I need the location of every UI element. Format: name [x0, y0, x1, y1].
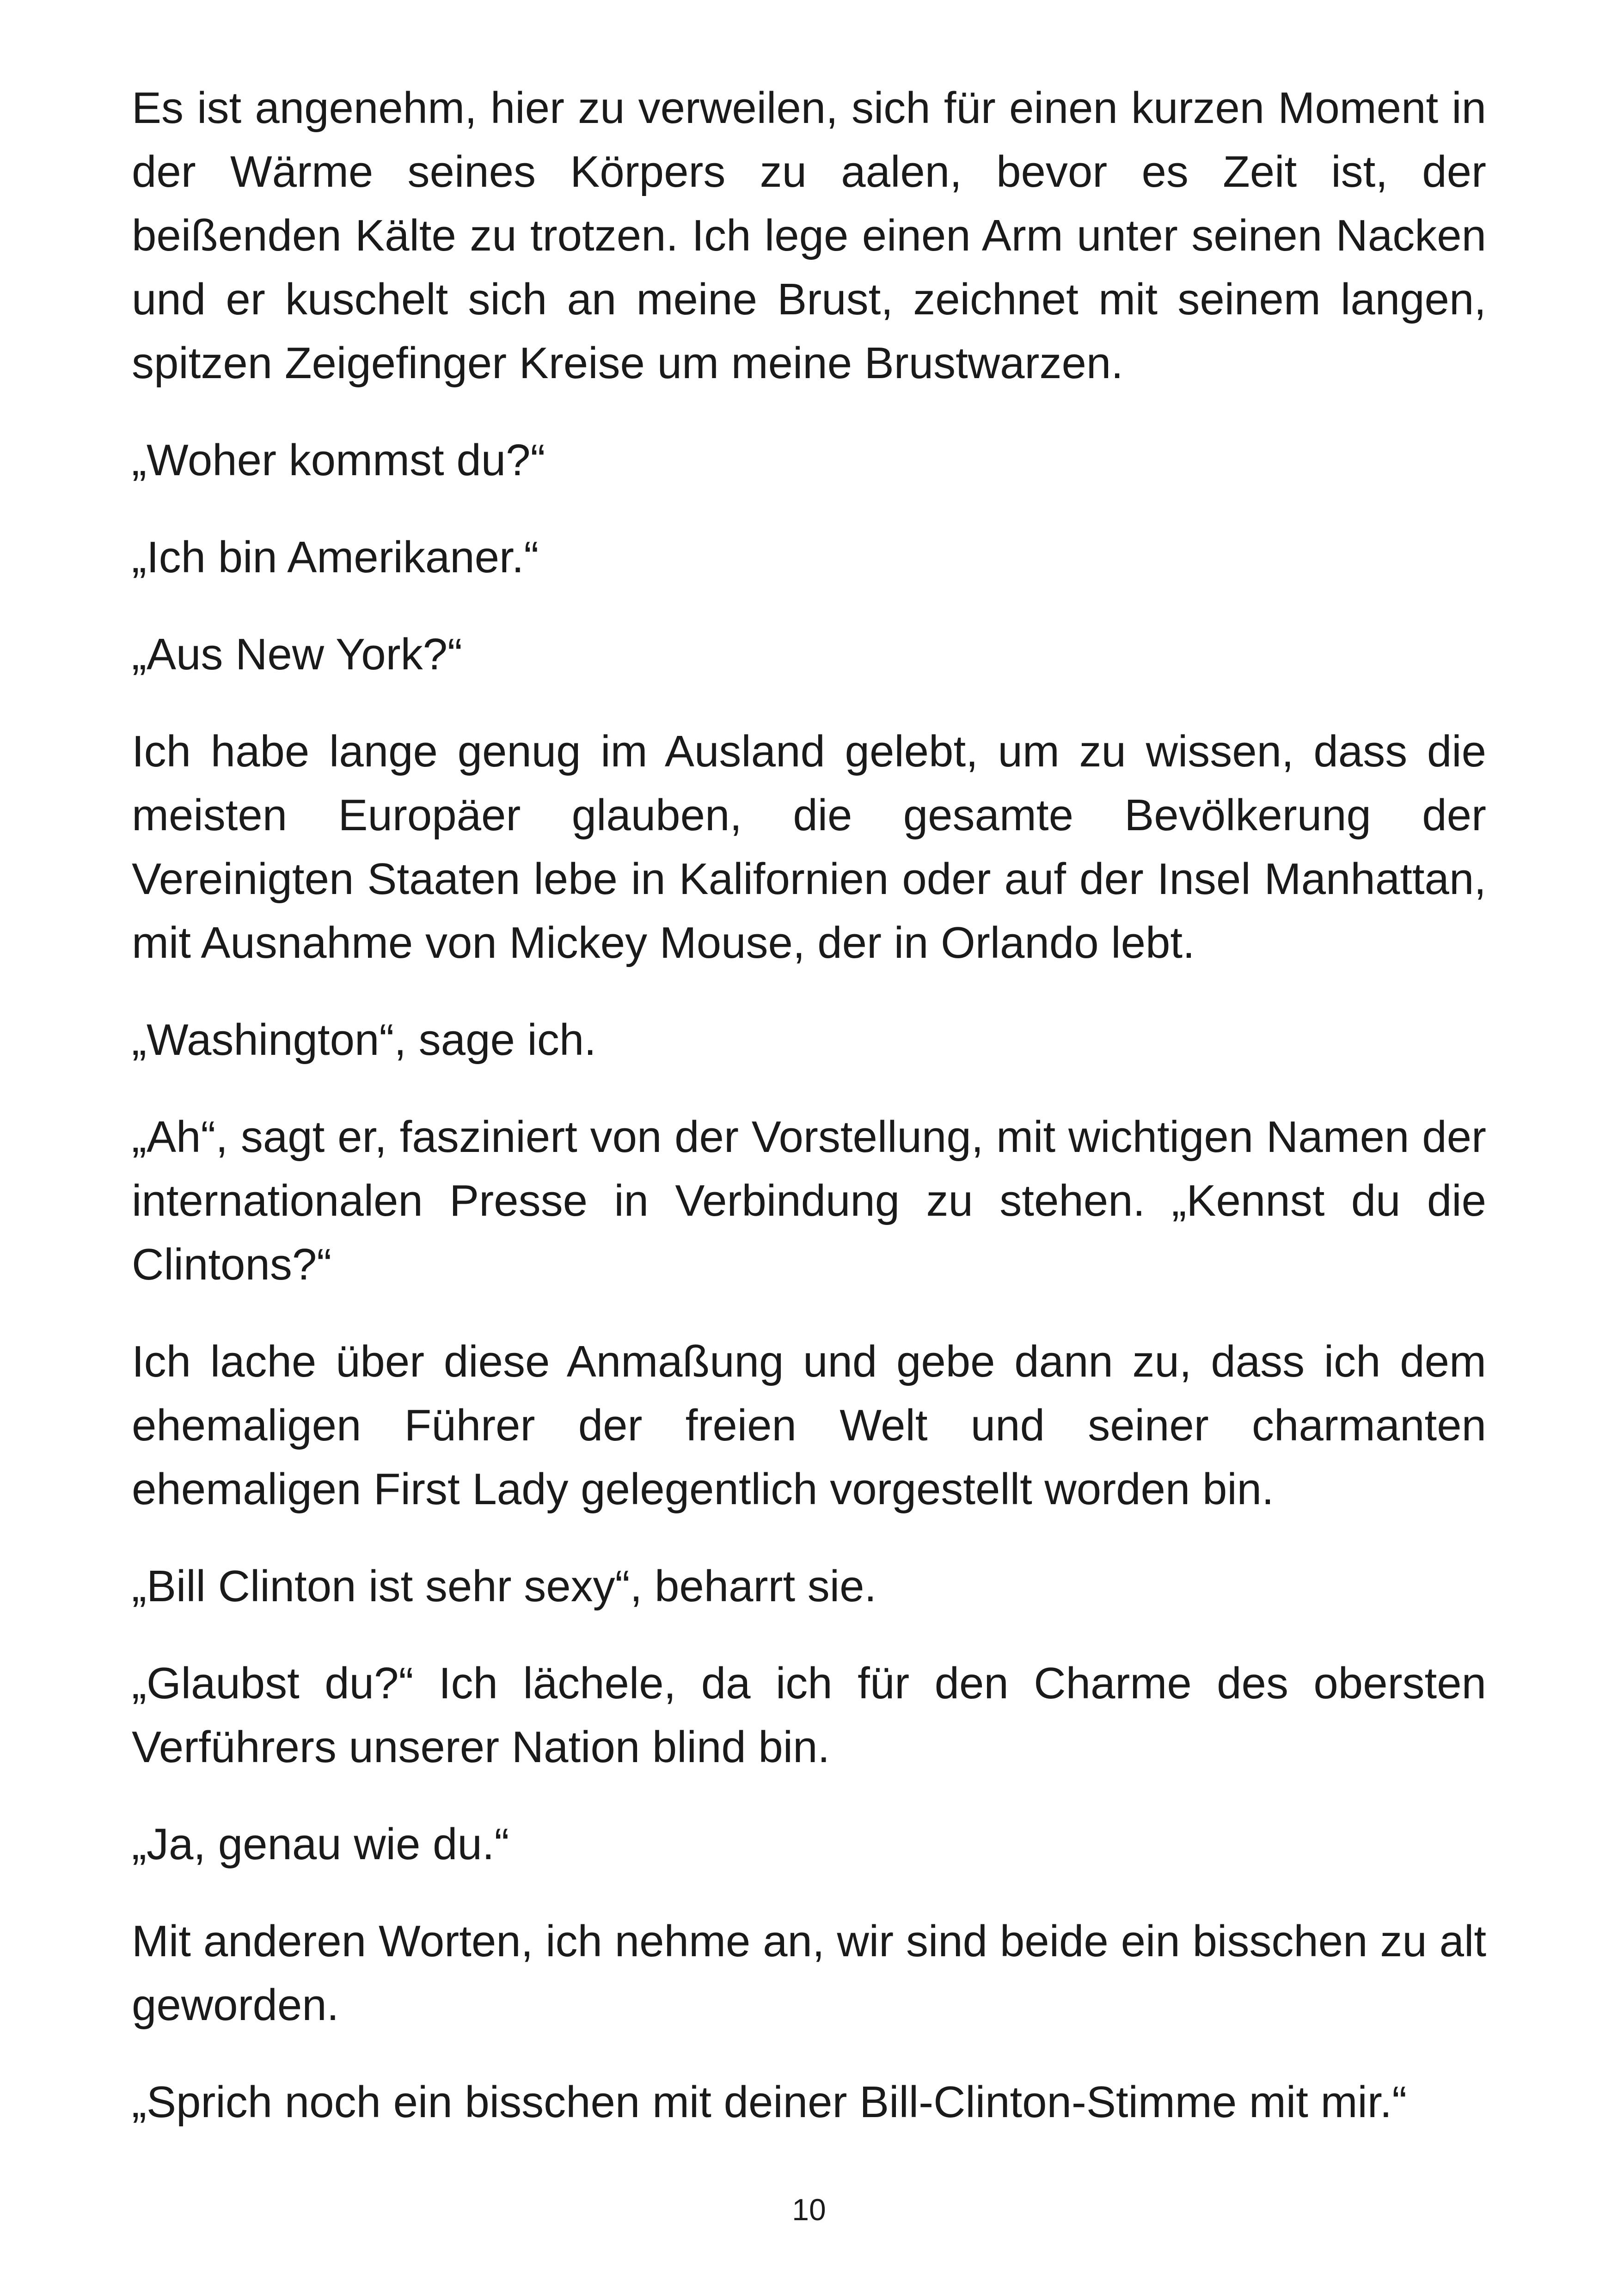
paragraph: „Washington“, sage ich.	[132, 1015, 596, 1065]
page-number: 10	[792, 2192, 826, 2227]
paragraph: Mit anderen Worten, ich nehme an, wir sind beide ein bisschen zu alt geworden.	[132, 1916, 1486, 2030]
paragraph: „Woher kommst du?“	[132, 435, 545, 485]
paragraph: „Sprich noch ein bisschen mit deiner Bill-Clinton-Stimme mit mir.“	[132, 2077, 1407, 2127]
paragraph: „Ah“, sagt er, fasziniert von der Vorstellung, mit wichtigen Namen der internationalen Presse in Verbindung zu stehen. „Kennst du die Clintons?“	[132, 1112, 1486, 1289]
paragraph: Ich lache über diese Anmaßung und gebe dann zu, dass ich dem ehemaligen Führer der freien Welt und seiner charmanten ehemaligen First Lady gelegentlich vorgestellt worden bin.	[132, 1337, 1486, 1514]
paragraph: „Ja, genau wie du.“	[132, 1819, 509, 1869]
paragraph: Es ist angenehm, hier zu verweilen, sich für einen kurzen Moment in der Wärme seines Körpers zu aalen, bevor es Zeit ist, der beißenden Kälte zu trotzen. Ich lege einen Arm unter seinen Nacken und er kuschelt sich an meine Brust, zeichnet mit seinem langen, spitzen Zeigefinger Kreise um meine Brustwarzen.	[132, 83, 1486, 388]
paragraph: „Bill Clinton ist sehr sexy“, beharrt sie.	[132, 1561, 877, 1611]
paragraph: „Aus New York?“	[132, 630, 462, 679]
body-text	[132, 76, 1486, 2134]
paragraph: „Ich bin Amerikaner.“	[132, 533, 539, 582]
paragraph: „Glaubst du?“ Ich lächele, da ich für den Charme des obersten Verführers unserer Nation blind bin.	[132, 1659, 1486, 1772]
paragraph: Ich habe lange genug im Ausland gelebt, um zu wissen, dass die meisten Europäer glauben, die gesamte Bevölkerung der Vereinigten Staaten lebe in Kalifornien oder auf der Insel Manhattan, mit Ausnahme von Mickey Mouse, der in Orlando lebt.	[132, 727, 1486, 967]
